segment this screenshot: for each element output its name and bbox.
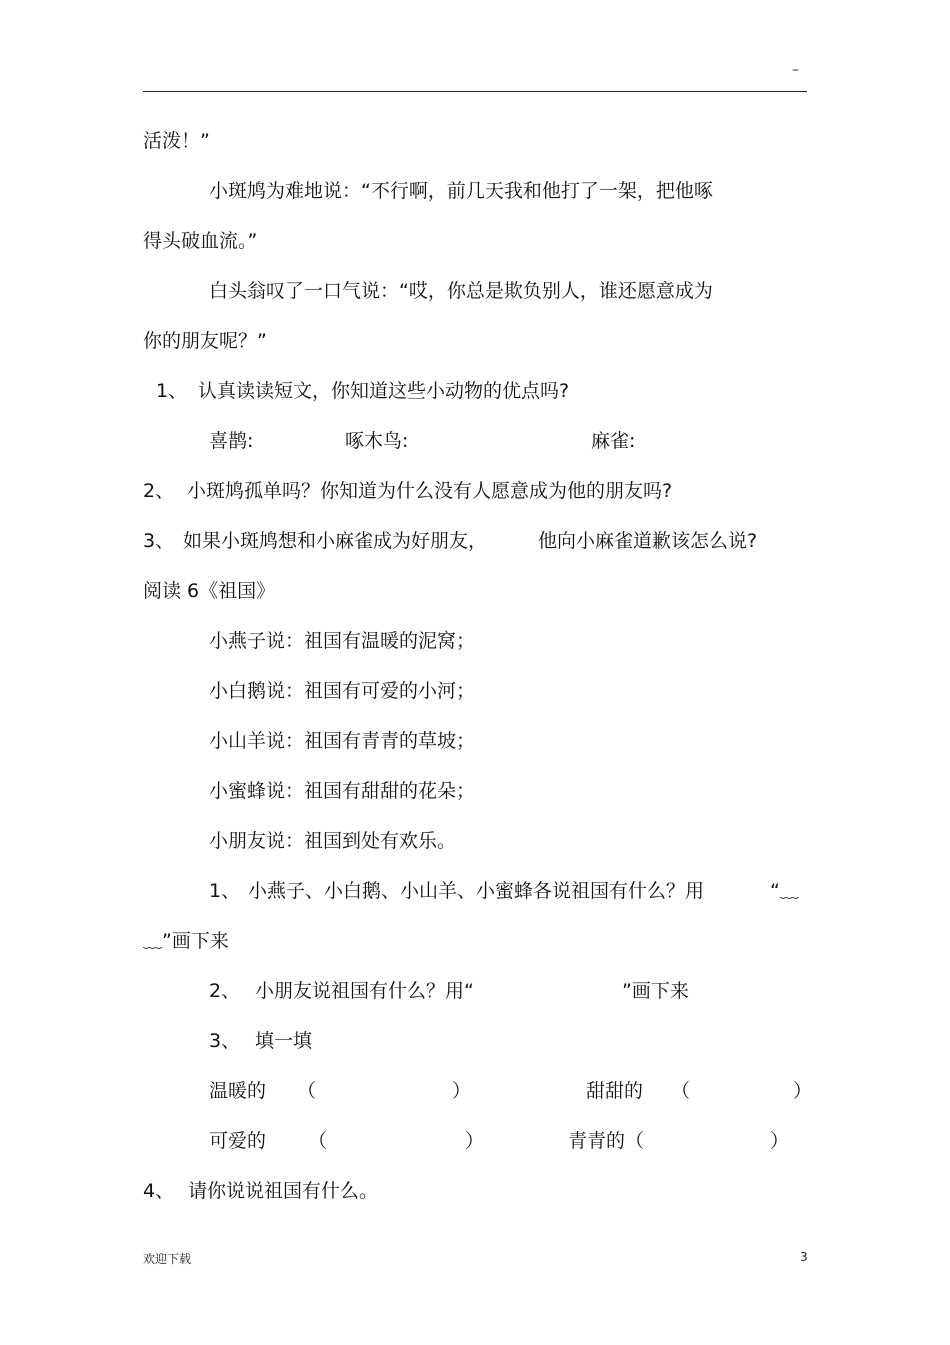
footer-text: 欢迎下载	[143, 1252, 192, 1266]
text-line: 得头破血流。”	[143, 230, 258, 252]
fill-blank-label: 可爱的	[209, 1130, 267, 1152]
question-text: 认真读读短文，你知道这些小动物的优点吗?	[198, 380, 570, 402]
answer-label: 喜鹊:	[209, 430, 254, 452]
question-text: ﹏”画下来	[143, 930, 229, 952]
text-line: 你的朋友呢？”	[143, 330, 267, 352]
text-line: 白头翁叹了一口气说：“哎，你总是欺负别人，谁还愿意成为	[209, 280, 713, 302]
question-number: 2、	[209, 980, 241, 1002]
question-text: 小朋友说祖国有什么？用“	[255, 980, 474, 1002]
text-line: 小燕子说：祖国有温暖的泥窝；	[209, 630, 476, 652]
text-line: 小蜜蜂说：祖国有甜甜的花朵；	[209, 780, 476, 802]
question-text: ”画下来	[622, 980, 689, 1002]
fill-blank-label: 甜甜的	[586, 1080, 644, 1102]
question-number: 4、	[143, 1180, 175, 1202]
text-line: 小朋友说：祖国到处有欢乐。	[209, 830, 457, 852]
fill-blank-bracket: ）	[793, 1080, 813, 1102]
fill-blank-label: 温暖的	[209, 1080, 267, 1102]
answer-label: 啄木鸟:	[345, 430, 409, 452]
question-text: 小斑鸠孤单吗？你知道为什么没有人愿意成为他的朋友吗?	[187, 480, 673, 502]
header-rule	[143, 91, 807, 92]
text-line: 活泼！”	[143, 130, 210, 152]
text-line: 小斑鸠为难地说：“不行啊，前几天我和他打了一架，把他啄	[209, 180, 713, 202]
question-number: 3、	[209, 1030, 241, 1052]
question-number: 1、	[156, 380, 188, 402]
question-text: 如果小斑鸠想和小麻雀成为好朋友，	[183, 530, 488, 552]
fill-blank-bracket: ）	[770, 1130, 790, 1152]
question-number: 3、	[143, 530, 175, 552]
fill-blank-label: 青青的（	[568, 1130, 645, 1152]
question-text: 填一填	[255, 1030, 313, 1052]
fill-blank-bracket: （	[297, 1080, 317, 1102]
question-text: 他向小麻雀道歉该怎么说?	[538, 530, 758, 552]
fill-blank-bracket: ）	[465, 1130, 485, 1152]
question-number: 2、	[143, 480, 175, 502]
fill-blank-bracket: ）	[452, 1080, 472, 1102]
answer-label: 麻雀:	[591, 430, 636, 452]
question-text: “﹏	[770, 880, 799, 902]
page-number: 3	[800, 1250, 808, 1264]
header-mark: –	[792, 62, 799, 78]
fill-blank-bracket: （	[308, 1130, 328, 1152]
section-title: 阅读 6《祖国》	[143, 580, 276, 602]
fill-blank-bracket: （	[671, 1080, 691, 1102]
text-line: 小山羊说：祖国有青青的草坡；	[209, 730, 476, 752]
text-line: 小白鹅说：祖国有可爱的小河；	[209, 680, 476, 702]
question-number: 1、	[209, 880, 241, 902]
question-text: 小燕子、小白鹅、小山羊、小蜜蜂各说祖国有什么？用	[248, 880, 705, 902]
question-text: 请你说说祖国有什么。	[188, 1180, 379, 1202]
